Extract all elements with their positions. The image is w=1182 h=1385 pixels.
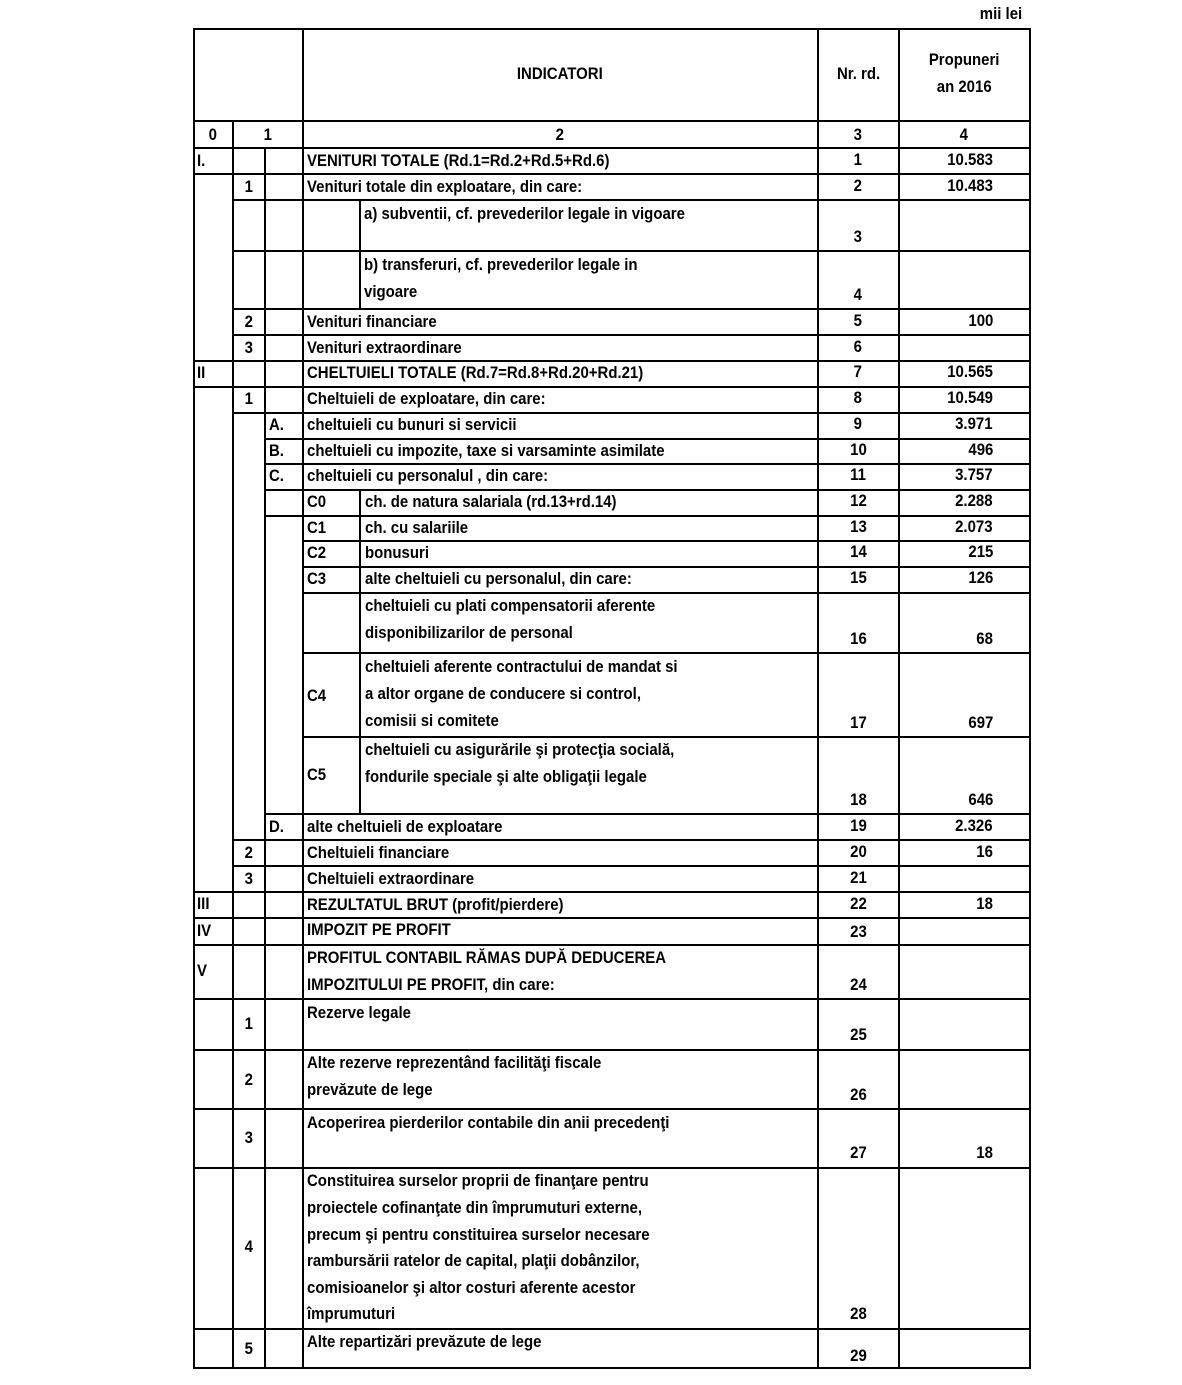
row-19-value: 2.326 bbox=[955, 816, 993, 835]
row-10-value: 496 bbox=[968, 440, 993, 459]
col-line-1 bbox=[264, 147, 266, 1369]
row-7-roman: II bbox=[197, 363, 206, 382]
row-26-text-line1: Alte rezerve reprezentând facilităţi fiscale bbox=[307, 1053, 602, 1072]
row-21-text: Cheltuieli extraordinare bbox=[307, 869, 475, 888]
row-6-idx: 3 bbox=[244, 338, 253, 357]
row-17-value: 697 bbox=[968, 713, 993, 732]
row-16-nr: 16 bbox=[849, 629, 867, 648]
row-23-nr: 23 bbox=[849, 922, 867, 941]
row-22-roman: III bbox=[197, 894, 210, 913]
row-6-nr: 6 bbox=[853, 337, 863, 356]
row-27-text: Acoperirea pierderilor contabile din anii precedenţi bbox=[307, 1113, 670, 1132]
row-9-value: 3.971 bbox=[955, 414, 993, 433]
row-28-text-line6: împrumuturi bbox=[307, 1304, 396, 1323]
row-15-nr: 15 bbox=[849, 568, 867, 587]
row-22-nr: 22 bbox=[849, 894, 867, 913]
row-8-value: 10.549 bbox=[947, 388, 993, 407]
row-1-roman: I. bbox=[197, 151, 206, 170]
row-2-nr: 2 bbox=[853, 176, 863, 195]
row-6-text: Venituri extraordinare bbox=[307, 338, 462, 357]
row-19-nr: 19 bbox=[849, 816, 867, 835]
row-7-value: 10.565 bbox=[947, 362, 993, 381]
row-2-idx: 1 bbox=[244, 177, 253, 196]
row-24-nr: 24 bbox=[849, 975, 867, 994]
row-9-nr: 9 bbox=[853, 414, 863, 433]
row-28-text-line1: Constituirea surselor proprii de finanţare pentru bbox=[307, 1171, 649, 1190]
row-22-text: REZULTATUL BRUT (profit/pierdere) bbox=[307, 895, 564, 914]
row-4-nr: 4 bbox=[853, 285, 863, 304]
row-5-value: 100 bbox=[968, 311, 993, 330]
row-12-text: ch. de natura salariala (rd.13+rd.14) bbox=[365, 492, 617, 511]
row-17-text-line2: a altor organe de conducere si control, bbox=[365, 684, 642, 703]
row-28-text-line2: proiectele cofinanţate din împrumuturi externe, bbox=[307, 1198, 643, 1217]
row-5-nr: 5 bbox=[853, 311, 863, 330]
row-27-idx: 3 bbox=[244, 1128, 253, 1147]
row-18-code: C5 bbox=[307, 765, 327, 784]
header-an: an 2016 bbox=[937, 77, 992, 96]
row-23-text: IMPOZIT PE PROFIT bbox=[307, 920, 451, 939]
row-4-text-line2: vigoare bbox=[364, 282, 418, 301]
row-2-value: 10.483 bbox=[947, 176, 993, 195]
unit-label: mii lei bbox=[979, 4, 1022, 23]
row-5-text: Venituri financiare bbox=[307, 312, 437, 331]
row-24-text-line2: IMPOZITULUI PE PROFIT, din care: bbox=[307, 975, 555, 994]
row-13-nr: 13 bbox=[849, 517, 867, 536]
row-26-nr: 26 bbox=[849, 1085, 867, 1104]
row-15-value: 126 bbox=[968, 568, 993, 587]
row-28-text-line4: rambursării ratelor de capital, plaţii dobânzilor, bbox=[307, 1251, 640, 1270]
col-line-sub-ab bbox=[359, 199, 361, 308]
header-indicatori: INDICATORI bbox=[517, 64, 603, 83]
header-propuneri: Propuneri bbox=[929, 50, 1000, 69]
colnum-4: 4 bbox=[959, 125, 969, 144]
row-18-value: 646 bbox=[968, 790, 993, 809]
row-25-text: Rezerve legale bbox=[307, 1003, 411, 1022]
row-16-text-line2: disponibilizarilor de personal bbox=[365, 623, 573, 642]
colnum-0: 0 bbox=[208, 125, 218, 144]
row-20-nr: 20 bbox=[849, 842, 867, 861]
row-28-text-line3: precum şi pentru constituirea surselor necesare bbox=[307, 1225, 650, 1244]
row-25-nr: 25 bbox=[849, 1025, 867, 1044]
row-28-idx: 4 bbox=[244, 1237, 253, 1256]
row-19-letter: D. bbox=[269, 817, 284, 836]
row-21-idx: 3 bbox=[244, 869, 253, 888]
row-18-text-line1: cheltuieli cu asigurările şi protecţia socială, bbox=[365, 740, 675, 759]
row-8-text: Cheltuieli de exploatare, din care: bbox=[307, 389, 546, 408]
row-1-value: 10.583 bbox=[947, 150, 993, 169]
row-9-letter: A. bbox=[269, 415, 284, 434]
row-13-code: C1 bbox=[307, 518, 327, 537]
row-9-text: cheltuieli cu bunuri si servicii bbox=[307, 415, 517, 434]
colnum-1: 1 bbox=[263, 125, 272, 144]
row-3-nr: 3 bbox=[853, 227, 863, 246]
row-20-value: 16 bbox=[976, 842, 993, 861]
row-7-text: CHELTUIELI TOTALE (Rd.7=Rd.8+Rd.20+Rd.21) bbox=[307, 363, 644, 382]
row-13-value: 2.073 bbox=[955, 517, 993, 536]
row-14-code: C2 bbox=[307, 543, 327, 562]
row-8-idx: 1 bbox=[244, 389, 253, 408]
row-11-nr: 11 bbox=[850, 465, 866, 484]
row-11-letter: C. bbox=[269, 466, 284, 485]
row-15-code: C3 bbox=[307, 569, 327, 588]
row-26-idx: 2 bbox=[244, 1070, 253, 1089]
row-16-text-line1: cheltuieli cu plati compensatorii aferente bbox=[365, 596, 656, 615]
row-14-text: bonusuri bbox=[365, 543, 429, 562]
row-15-text: alte cheltuieli cu personalul, din care: bbox=[365, 569, 632, 588]
row-12-value: 2.288 bbox=[955, 491, 993, 510]
row-24-text-line1: PROFITUL CONTABIL RĂMAS DUPĂ DEDUCEREA bbox=[307, 948, 667, 967]
row-19-text: alte cheltuieli de exploatare bbox=[307, 817, 503, 836]
col-line-sub-c bbox=[359, 489, 361, 813]
row-26-text-line2: prevăzute de lege bbox=[307, 1080, 433, 1099]
row-28-nr: 28 bbox=[849, 1304, 867, 1323]
row-23-roman: IV bbox=[197, 921, 212, 940]
row-12-nr: 12 bbox=[849, 491, 867, 510]
row-27-nr: 27 bbox=[849, 1143, 867, 1162]
row-2-text: Venituri totale din exploatare, din care: bbox=[307, 177, 583, 196]
row-1-nr: 1 bbox=[853, 150, 863, 169]
colnum-2: 2 bbox=[555, 125, 565, 144]
table-border-top bbox=[193, 28, 1031, 30]
row-17-code: C4 bbox=[307, 686, 327, 705]
row-27-value: 18 bbox=[976, 1143, 993, 1162]
row-29-text: Alte repartizări prevăzute de lege bbox=[307, 1332, 542, 1351]
row-18-text-line2: fondurile speciale şi alte obligaţii legale bbox=[365, 767, 647, 786]
row-11-text: cheltuieli cu personalul , din care: bbox=[307, 466, 549, 485]
row-29-idx: 5 bbox=[244, 1339, 253, 1358]
row-20-text: Cheltuieli financiare bbox=[307, 843, 450, 862]
row-18-nr: 18 bbox=[849, 790, 867, 809]
row-17-text-line3: comisii si comitete bbox=[365, 711, 499, 730]
row-5-idx: 2 bbox=[244, 312, 253, 331]
row-17-nr: 17 bbox=[849, 713, 867, 732]
row-8-nr: 8 bbox=[853, 388, 863, 407]
row-20-idx: 2 bbox=[244, 843, 253, 862]
row-17-text-line1: cheltuieli aferente contractului de mandat si bbox=[365, 657, 678, 676]
row-7-nr: 7 bbox=[853, 362, 863, 381]
row-21-nr: 21 bbox=[849, 868, 867, 887]
row-16-value: 68 bbox=[976, 629, 993, 648]
row-1-text: VENITURI TOTALE (Rd.1=Rd.2+Rd.5+Rd.6) bbox=[307, 151, 610, 170]
row-28-text-line5: comisioanelor şi altor costuri aferente acestor bbox=[307, 1278, 636, 1297]
row-10-nr: 10 bbox=[849, 440, 867, 459]
row-4-text-line1: b) transferuri, cf. prevederilor legale in bbox=[364, 255, 638, 274]
row-3-text: a) subventii, cf. prevederilor legale in vigoare bbox=[364, 204, 685, 223]
row-14-value: 215 bbox=[968, 542, 993, 561]
header-nr-rd: Nr. rd. bbox=[836, 64, 881, 83]
table-border-bottom bbox=[193, 1367, 1031, 1369]
row-24-roman: V bbox=[197, 961, 207, 980]
row-13-text: ch. cu salariile bbox=[365, 518, 469, 537]
row-14-nr: 14 bbox=[849, 542, 867, 561]
row-29-nr: 29 bbox=[849, 1346, 867, 1365]
colnum-3: 3 bbox=[853, 125, 863, 144]
row-25-idx: 1 bbox=[244, 1014, 253, 1033]
row-12-code: C0 bbox=[307, 492, 327, 511]
row-11-value: 3.757 bbox=[955, 465, 993, 484]
row-22-value: 18 bbox=[976, 894, 993, 913]
row-10-text: cheltuieli cu impozite, taxe si varsaminte asimilate bbox=[307, 441, 665, 460]
row-10-letter: B. bbox=[269, 441, 284, 460]
